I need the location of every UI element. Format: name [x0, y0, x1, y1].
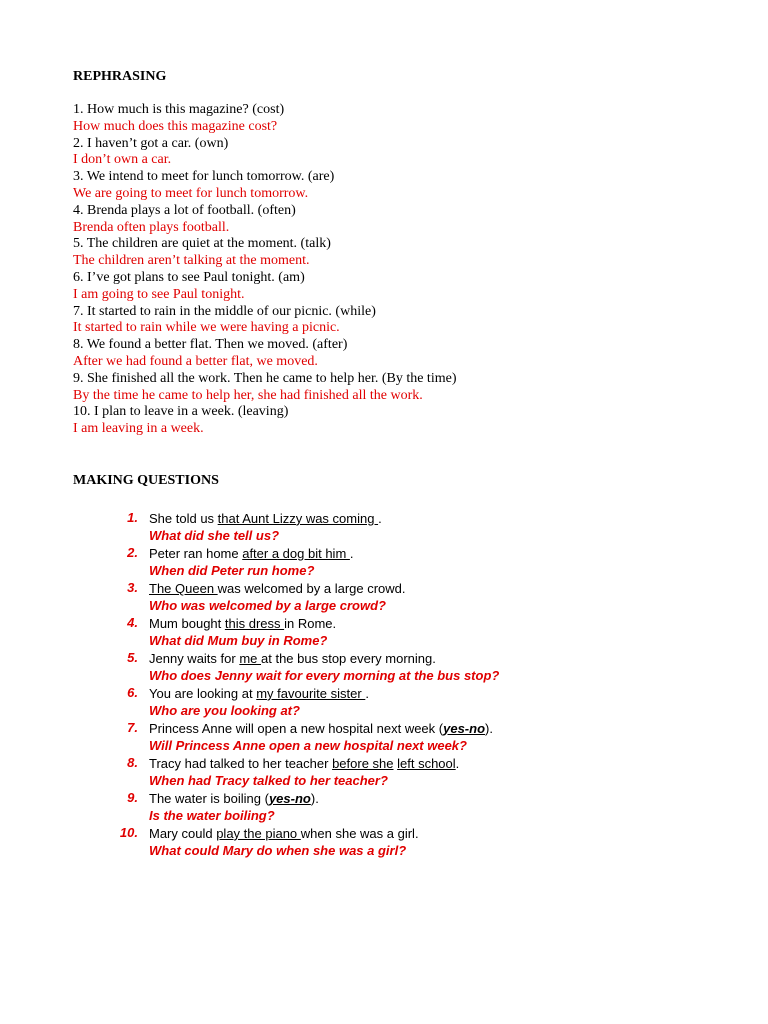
rephrasing-item	[73, 337, 748, 371]
rephrasing-answer: After we had found a better flat, we moved.	[73, 353, 318, 369]
making-questions-list	[73, 510, 748, 860]
yes-no-tag: yes-no	[443, 720, 486, 736]
rephrasing-item	[73, 169, 748, 203]
rephrasing-answer: How much does this magazine cost?	[73, 118, 278, 134]
question-sentence: The Queen was welcomed by a large crowd.	[149, 580, 406, 596]
question-answer: What did Mum buy in Rome?	[149, 633, 328, 649]
rephrasing-answer: I am leaving in a week.	[73, 421, 204, 437]
rephrasing-question: 9. She finished all the work. Then he came to help her. (By the time)	[73, 370, 457, 386]
rephrasing-question: 2. I haven’t got a car. (own)	[73, 135, 229, 151]
question-sentence: You are looking at my favourite sister .	[149, 685, 369, 701]
underlined-phrase: play the piano	[216, 825, 301, 841]
question-answer: Will Princess Anne open a new hospital next week?	[149, 738, 467, 754]
rephrasing-item	[73, 136, 748, 170]
question-sentence: Peter ran home after a dog bit him .	[149, 545, 354, 561]
rephrasing-question: 4. Brenda plays a lot of football. (often)	[73, 202, 296, 218]
question-item	[73, 580, 748, 615]
underlined-phrase: my favourite sister	[256, 685, 366, 701]
item-number: 4.	[127, 614, 138, 630]
rephrasing-list	[73, 102, 748, 438]
question-item	[73, 615, 748, 650]
question-item	[73, 545, 748, 580]
yes-no-tag: yes-no	[268, 790, 311, 806]
question-item	[73, 510, 748, 545]
rephrasing-question: 10. I plan to leave in a week. (leaving)	[73, 404, 289, 420]
item-number: 9.	[127, 789, 138, 805]
rephrasing-answer: I don’t own a car.	[73, 152, 172, 168]
rephrasing-item	[73, 203, 748, 237]
underlined-phrase: after a dog bit him	[242, 545, 350, 561]
rephrasing-answer: We are going to meet for lunch tomorrow.	[73, 185, 309, 201]
rephrasing-answer: Brenda often plays football.	[73, 219, 230, 235]
rephrasing-question: 7. It started to rain in the middle of our picnic. (while)	[73, 303, 376, 319]
item-number: 7.	[127, 719, 138, 735]
rephrasing-answer: I am going to see Paul tonight.	[73, 286, 245, 302]
question-item	[73, 720, 748, 755]
rephrasing-item	[73, 304, 748, 338]
question-item	[73, 755, 748, 790]
question-sentence: Princess Anne will open a new hospital next week (yes-no).	[149, 720, 493, 736]
rephrasing-item	[73, 236, 748, 270]
question-sentence: She told us that Aunt Lizzy was coming .	[149, 510, 382, 526]
question-item	[73, 685, 748, 720]
item-number: 10.	[119, 824, 138, 840]
question-sentence: Tracy had talked to her teacher before she left school.	[149, 755, 460, 771]
making-questions-heading: MAKING QUESTIONS	[73, 472, 219, 488]
rephrasing-answer: It started to rain while we were having a picnic.	[73, 320, 340, 336]
item-number: 2.	[127, 544, 138, 560]
rephrasing-answer: By the time he came to help her, she had finished all the work.	[73, 387, 423, 403]
question-answer: Who are you looking at?	[149, 703, 300, 719]
item-number: 8.	[127, 754, 138, 770]
rephrasing-heading: REPHRASING	[73, 69, 167, 84]
underlined-phrase: The Queen	[149, 580, 218, 596]
question-sentence: Jenny waits for me at the bus stop every morning.	[149, 650, 436, 666]
question-item	[73, 650, 748, 685]
rephrasing-item	[73, 102, 748, 136]
rephrasing-question: 8. We found a better flat. Then we moved. (after)	[73, 337, 348, 353]
underlined-phrase: this dress	[224, 615, 285, 631]
rephrasing-item	[73, 270, 748, 304]
question-answer: What did she tell us?	[149, 528, 280, 544]
question-answer: What could Mary do when she was a girl?	[149, 843, 407, 859]
underlined-phrase: before she	[332, 755, 394, 771]
question-sentence: The water is boiling (yes-no).	[149, 790, 319, 806]
document-page	[73, 68, 748, 860]
question-answer: When had Tracy talked to her teacher?	[149, 773, 388, 789]
underlined-phrase: left school	[397, 755, 456, 771]
underlined-phrase: me	[239, 650, 261, 666]
question-answer: Who was welcomed by a large crowd?	[149, 598, 386, 614]
question-answer: Who does Jenny wait for every morning at the bus stop?	[149, 668, 500, 684]
question-item	[73, 825, 748, 860]
rephrasing-question: 3. We intend to meet for lunch tomorrow. (are)	[73, 169, 335, 185]
rephrasing-question: 5. The children are quiet at the moment. (talk)	[73, 236, 331, 252]
question-sentence: Mum bought this dress in Rome.	[149, 615, 337, 631]
item-number: 6.	[127, 684, 138, 700]
question-sentence: Mary could play the piano when she was a girl.	[149, 825, 419, 841]
question-answer: Is the water boiling?	[149, 808, 275, 824]
rephrasing-answer: The children aren’t talking at the moment.	[73, 253, 310, 269]
item-number: 3.	[127, 579, 138, 595]
rephrasing-question: 6. I’ve got plans to see Paul tonight. (am)	[73, 269, 305, 285]
question-item	[73, 790, 748, 825]
rephrasing-item	[73, 371, 748, 405]
item-number: 5.	[127, 649, 138, 665]
underlined-phrase: that Aunt Lizzy was coming	[217, 510, 379, 526]
item-number: 1.	[127, 509, 138, 525]
rephrasing-item	[73, 404, 748, 438]
rephrasing-question: 1. How much is this magazine? (cost)	[73, 102, 285, 117]
question-answer: When did Peter run home?	[149, 563, 315, 579]
